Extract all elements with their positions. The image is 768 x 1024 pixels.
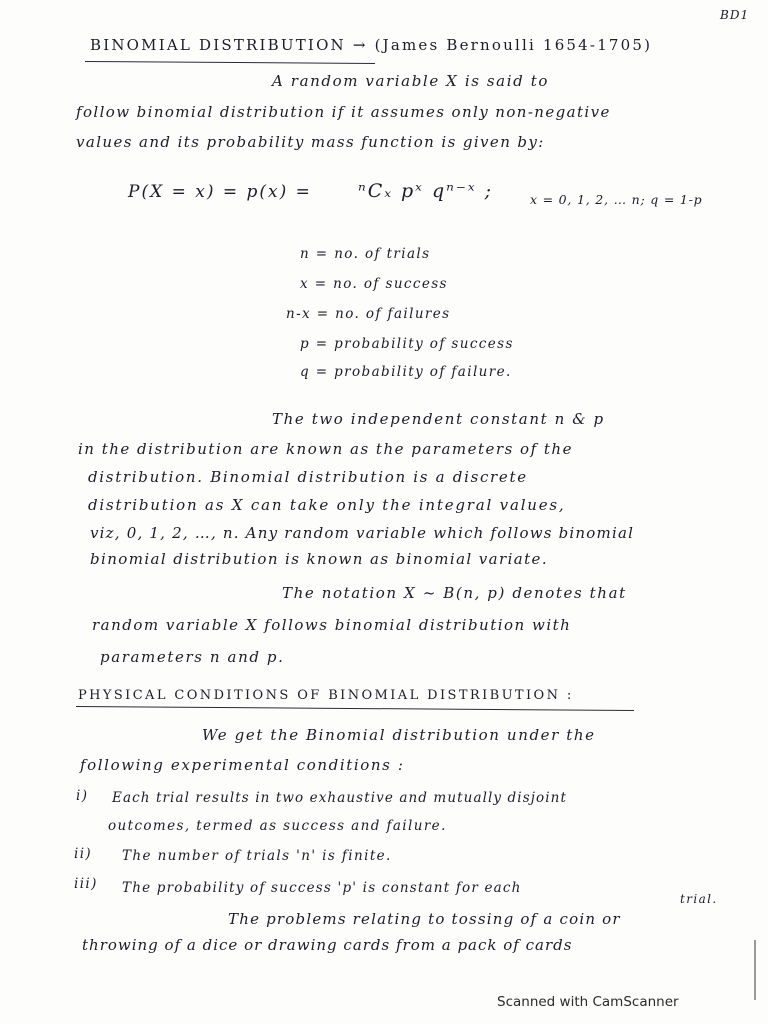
params-line-1: The two independent constant n & p [272,410,605,428]
definition-p: p = probability of success [300,336,514,352]
closing-line-1: The problems relating to tossing of a coin or [228,910,621,928]
condition-1-text: Each trial results in two exhaustive and mutually disjoint [112,790,567,806]
params-line-4: distribution as X can take only the integral values, [88,496,566,514]
condition-3-continued: trial. [680,892,718,906]
conditions-intro-line-1: We get the Binomial distribution under the [202,726,596,744]
condition-2-text: The number of trials 'n' is finite. [122,848,392,864]
pmf-lhs: P(X = x) = p(x) = [128,182,312,202]
page-edge-shadow [754,940,756,1000]
page-number: BD1 [720,8,750,22]
definition-n: n = no. of trials [300,246,431,262]
intro-line-2: follow binomial distribution if it assumes only non-negative [76,103,611,121]
params-line-3: distribution. Binomial distribution is a discrete [88,468,528,486]
condition-2-number: ii) [74,846,93,862]
definition-q: q = probability of failure. [300,364,512,380]
notation-line-1: The notation X ~ B(n, p) denotes that [282,584,627,602]
conditions-intro-line-2: following experimental conditions : [80,756,405,774]
section-heading-underline [76,706,634,711]
condition-3-text: The probability of success 'p' is constant for each [122,880,522,896]
condition-1-continued: outcomes, termed as success and failure. [108,818,447,834]
pmf-rhs: ⁿCₓ pˣ qⁿ⁻ˣ ; [358,180,494,202]
intro-line-3: values and its probability mass function is given by: [76,133,545,151]
definition-x: x = no. of success [300,276,448,292]
params-line-2: in the distribution are known as the parameters of the [78,440,573,458]
params-line-5: viz, 0, 1, 2, …, n. Any random variable which follows binomial [90,524,635,542]
section-heading: PHYSICAL CONDITIONS OF BINOMIAL DISTRIBUTION : [78,688,574,703]
definition-n-minus-x: n-x = no. of failures [286,306,451,322]
params-line-6: binomial distribution is known as binomial variate. [90,550,549,568]
pmf-domain: x = 0, 1, 2, … n; q = 1-p [530,192,703,207]
notation-line-2: random variable X follows binomial distribution with [92,616,572,634]
title-underline [85,61,375,64]
intro-line-1: A random variable X is said to [272,72,549,90]
notation-line-3: parameters n and p. [100,648,285,666]
closing-line-2: throwing of a dice or drawing cards from a pack of cards [82,936,573,954]
page-title: BINOMIAL DISTRIBUTION → (James Bernoulli 1654-1705) [90,36,653,54]
condition-3-number: iii) [74,876,98,892]
condition-1-number: i) [76,788,89,804]
scanner-watermark: Scanned with CamScanner [497,994,679,1010]
